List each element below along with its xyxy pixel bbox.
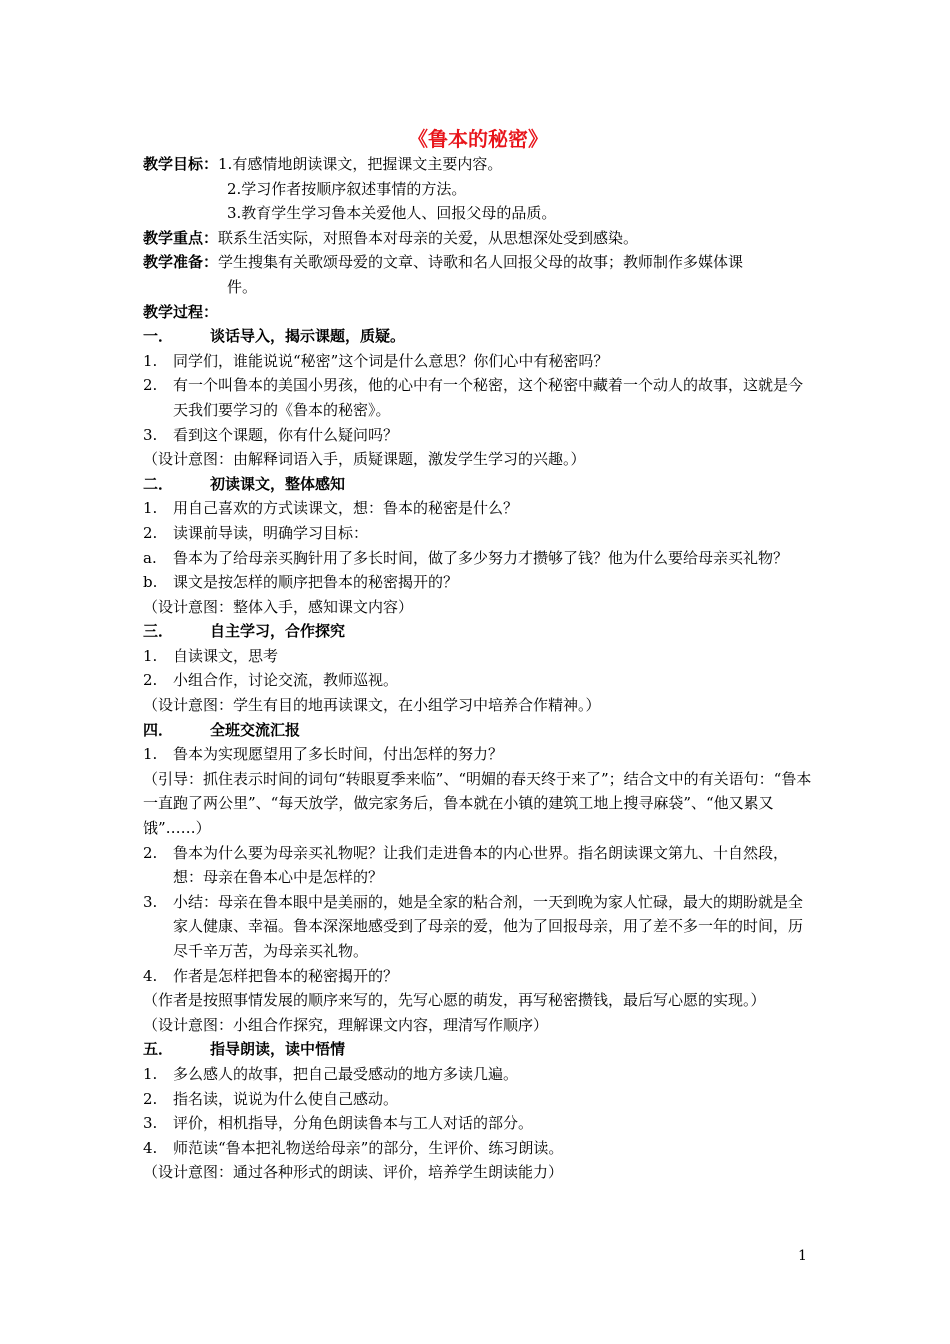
item-text: 评价，相机指导，分角色朗读鲁本与工人对话的部分。 — [173, 1114, 534, 1133]
section-number: 三． — [143, 622, 174, 641]
prep-line — [143, 250, 813, 275]
list-item — [143, 841, 813, 890]
list-item — [143, 742, 813, 767]
design-note: （设计意图：由解释词语入手，质疑课题，激发学生学习的兴趣。） — [143, 450, 586, 469]
focus-label: 教学重点： — [143, 228, 219, 247]
item-number: 2. — [143, 376, 158, 395]
focus-text: 联系生活实际，对照鲁本对母亲的关爱，从思想深处受到感染。 — [218, 228, 639, 247]
item-number: 3. — [143, 425, 158, 444]
goal-item: 3.教育学生学习鲁本关爱他人、回报父母的品质。 — [227, 204, 557, 223]
list-item — [143, 521, 813, 546]
list-item — [143, 373, 813, 422]
section-number: 二． — [143, 474, 174, 493]
item-text: 用自己喜欢的方式读课文，想：鲁本的秘密是什么？ — [173, 499, 519, 518]
item-number: 2. — [143, 1089, 158, 1108]
section-heading — [143, 472, 813, 497]
item-text: 指名读，说说为什么使自己感动。 — [173, 1089, 399, 1108]
list-item — [143, 570, 813, 595]
item-number: a. — [143, 548, 157, 567]
design-note: （设计意图：整体入手，感知课文内容） — [143, 597, 414, 616]
item-text: 鲁本为实现愿望用了多长时间，付出怎样的努力？ — [173, 745, 504, 764]
section-heading — [143, 619, 813, 644]
section-heading — [143, 1037, 813, 1062]
item-number: 4. — [143, 966, 158, 985]
section-title: 谈话导入，揭示课题，质疑。 — [210, 327, 406, 346]
item-text: 读课前导读，明确学习目标： — [173, 523, 369, 542]
item-text: 作者是怎样把鲁本的秘密揭开的？ — [173, 966, 399, 985]
item-text: 小结：母亲在鲁本眼中是美丽的，她是全家的粘合剂，一天到晚为家人忙碌，最大的期盼就是全家人健康、幸福。鲁本深深地感受到了母亲的爱，他为了回报母亲，用了差不多一年的时间，历尽千辛万苦，为母亲买礼物。 — [173, 892, 804, 960]
item-number: 4. — [143, 1138, 158, 1157]
answer-paragraph: （作者是按照事情发展的顺序来写的，先写心愿的萌发，再写秘密攒钱，最后写心愿的实现。） — [143, 991, 766, 1010]
section-number: 一． — [143, 327, 174, 346]
prep-text-cont: 件。 — [227, 277, 258, 296]
item-text: 鲁本为什么要为母亲买礼物呢？让我们走进鲁本的内心世界。指名朗读课文第九、十自然段，想：母亲在鲁本心中是怎样的？ — [173, 843, 789, 887]
prep-label: 教学准备： — [143, 253, 219, 272]
item-number: 3. — [143, 1114, 158, 1133]
design-note: （设计意图：小组合作探究，理解课文内容，理清写作顺序） — [143, 1015, 549, 1034]
list-item — [143, 1136, 813, 1161]
item-text: 课文是按怎样的顺序把鲁本的秘密揭开的？ — [173, 573, 459, 592]
section-title: 全班交流汇报 — [210, 720, 301, 739]
list-item — [143, 496, 813, 521]
item-text: 小组合作，讨论交流，教师巡视。 — [173, 671, 399, 690]
list-item — [143, 1111, 813, 1136]
item-number: 2. — [143, 843, 158, 862]
section-heading — [143, 718, 813, 743]
goal-item: 1.有感情地朗读课文，把握课文主要内容。 — [218, 155, 503, 173]
list-item — [143, 1062, 813, 1087]
item-number: 1. — [143, 1064, 158, 1083]
goal-item: 2.学习作者按顺序叙述事情的方法。 — [227, 179, 467, 198]
process-label: 教学过程： — [143, 302, 219, 321]
list-item — [143, 349, 813, 374]
item-text: 多么感人的故事，把自己最受感动的地方多读几遍。 — [173, 1064, 519, 1083]
focus-line — [143, 226, 813, 251]
item-number: 3. — [143, 892, 158, 911]
document-title: 《鲁本的秘密》 — [408, 127, 548, 151]
prep-text: 学生搜集有关歌颂母爱的文章、诗歌和名人回报父母的故事；教师制作多媒体课 — [218, 253, 744, 272]
item-number: 1. — [143, 745, 158, 764]
item-number: b. — [143, 573, 158, 592]
guide-paragraph: （引导：抓住表示时间的词句“转眼夏季来临”、“明媚的春天终于来了”；结合文中的有关语句：“鲁本一直跑了两公里”、“每天放学，做完家务后，鲁本就在小镇的建筑工地上搜寻麻袋”、“他又累又饿”……） — [143, 769, 812, 838]
list-item — [143, 668, 813, 693]
design-note: （设计意图：通过各种形式的朗读、评价，培养学生朗读能力） — [143, 1163, 564, 1182]
item-text: 同学们，谁能说说“秘密”这个词是什么意思？你们心中有秘密吗？ — [173, 351, 609, 370]
list-item — [143, 890, 813, 964]
item-number: 2. — [143, 523, 158, 542]
item-text: 自读课文，思考 — [173, 646, 279, 665]
item-number: 1. — [143, 646, 158, 665]
list-item — [143, 964, 813, 989]
item-text: 看到这个课题，你有什么疑问吗？ — [173, 425, 399, 444]
list-item — [143, 1087, 813, 1112]
list-item — [143, 546, 813, 571]
section-number: 五． — [143, 1040, 174, 1059]
section-title: 自主学习，合作探究 — [210, 622, 346, 641]
item-text: 师范读“鲁本把礼物送给母亲”的部分，生评价、练习朗读。 — [173, 1138, 564, 1157]
design-note: （设计意图：学生有目的地再读课文，在小组学习中培养合作精神。） — [143, 696, 601, 715]
item-text: 鲁本为了给母亲买胸针用了多长时间，做了多少努力才攒够了钱？他为什么要给母亲买礼物？ — [173, 548, 789, 567]
item-text: 有一个叫鲁本的美国小男孩，他的心中有一个秘密，这个秘密中藏着一个动人的故事，这就是今天我们要学习的《鲁本的秘密》。 — [173, 376, 804, 419]
section-heading — [143, 324, 813, 349]
section-title: 初读课文，整体感知 — [210, 474, 346, 493]
item-number: 2. — [143, 671, 158, 690]
goals-line-1 — [143, 152, 813, 177]
section-number: 四． — [143, 720, 174, 739]
item-number: 1. — [143, 351, 158, 370]
page-number: 1 — [798, 1248, 807, 1264]
item-number: 1. — [143, 499, 158, 518]
section-title: 指导朗读，读中悟情 — [210, 1040, 346, 1059]
list-item — [143, 644, 813, 669]
document-body — [143, 126, 813, 1185]
goals-label: 教学目标： — [143, 155, 219, 173]
list-item — [143, 423, 813, 448]
